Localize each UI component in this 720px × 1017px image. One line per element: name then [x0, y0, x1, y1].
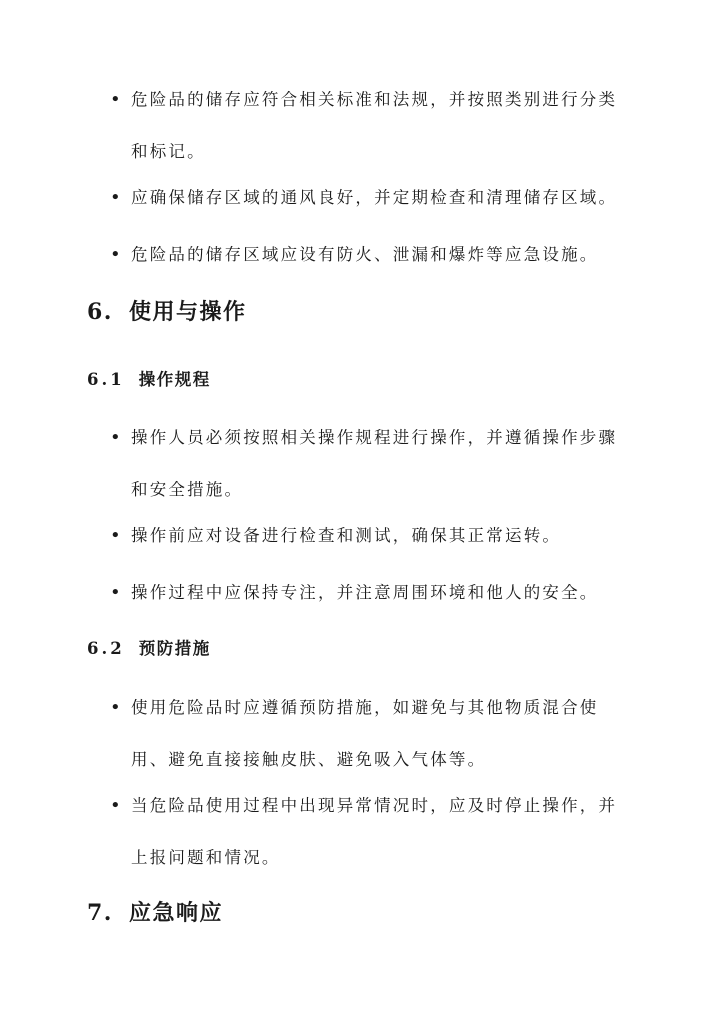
bullet-icon: • [110, 89, 121, 110]
bullet-text: 当危险品使用过程中出现异常情况时，应及时停止操作，并上报问题和情况。 [131, 796, 618, 867]
bullet-icon: • [110, 525, 121, 546]
section-heading [87, 297, 246, 327]
section-number: 6. [87, 299, 113, 325]
bullet-icon: • [110, 244, 121, 265]
subsection-heading [87, 637, 211, 661]
bullet-text: 危险品的储存应符合相关标准和法规，并按照类别进行分类和标记。 [131, 90, 618, 161]
section-number: 7. [87, 900, 113, 926]
bullet-text: 使用危险品时应遵循预防措施，如避免与其他物质混合使用、避免直接接触皮肤、避免吸入气体等。 [131, 698, 599, 769]
section-heading [87, 898, 223, 928]
bullet-text: 操作前应对设备进行检查和测试，确保其正常运转。 [131, 526, 562, 545]
bullet-icon: • [110, 427, 121, 448]
subsection-number: 6.2 [87, 639, 125, 658]
bullet-icon: • [110, 795, 121, 816]
bullet-text: 操作过程中应保持专注，并注意周围环境和他人的安全。 [131, 583, 599, 602]
section-title: 应急响应 [128, 900, 223, 926]
subsection-number: 6.1 [87, 370, 125, 389]
bullet-icon: • [110, 582, 121, 603]
subsection-heading [87, 368, 211, 392]
subsection-title: 操作规程 [138, 370, 211, 389]
bullet-text: 操作人员必须按照相关操作规程进行操作，并遵循操作步骤和安全措施。 [131, 428, 618, 499]
bullet-icon: • [110, 187, 121, 208]
bullet-text: 应确保储存区域的通风良好，并定期检查和清理储存区域。 [131, 188, 618, 207]
subsection-title: 预防措施 [138, 639, 211, 658]
bullet-icon: • [110, 697, 121, 718]
section-title: 使用与操作 [128, 299, 247, 325]
bullet-text: 危险品的储存区域应设有防火、泄漏和爆炸等应急设施。 [131, 245, 599, 264]
